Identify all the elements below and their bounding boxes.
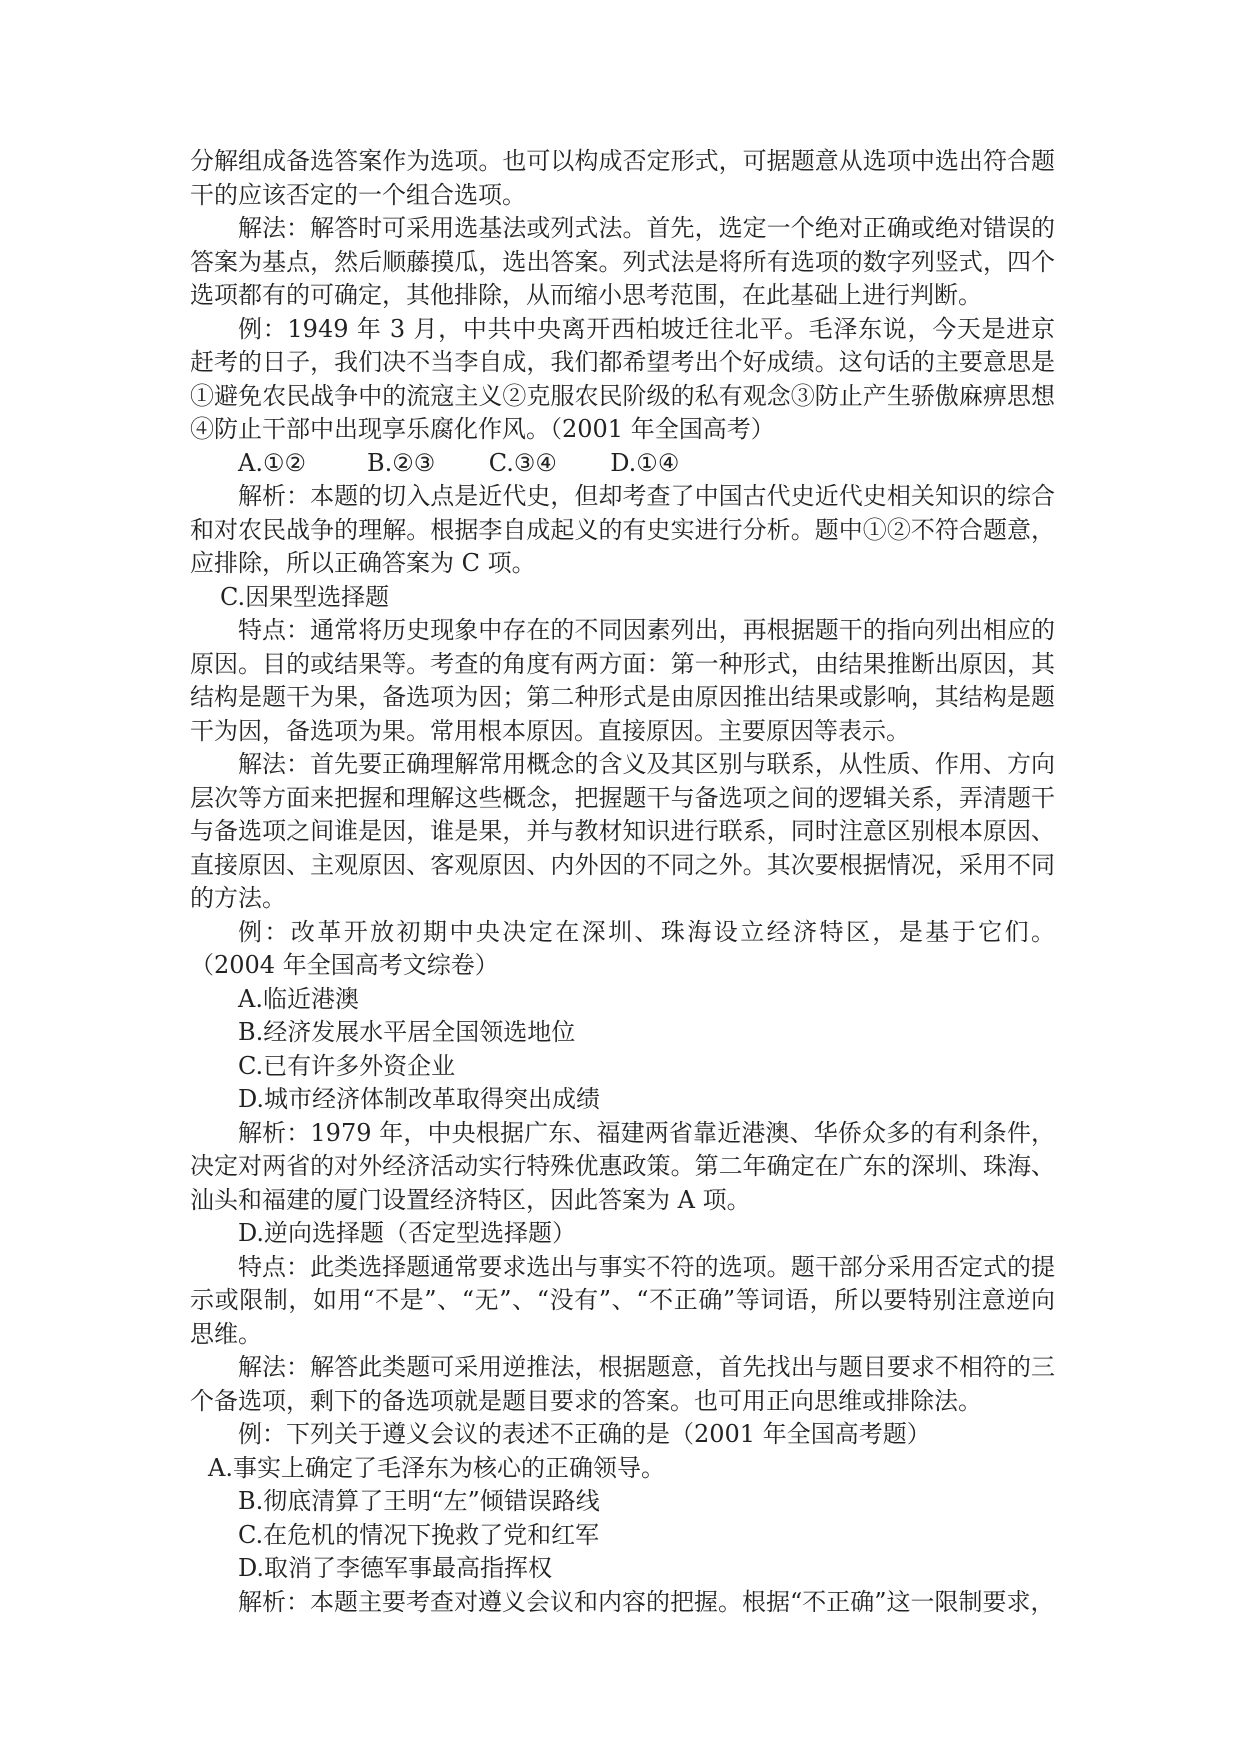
paragraph-continuation: 分解组成备选答案作为选项。也可以构成否定形式，可据题意从选项中选出符合题干的应该否定的一个组合选项。 bbox=[190, 147, 1055, 209]
paragraph-example-1: 例：1949 年 3 月，中共中央离开西柏坡迁往北平。毛泽东说，今天是进京赶考的日子，我们决不当李自成，我们都希望考出个好成绩。这句话的主要意思是①避免农民战争中的流寇主义②克服农民阶级的私有观念③防止产生骄傲麻痹思想④防止干部中出现享乐腐化作风。（2001 年全国高考） bbox=[190, 314, 1055, 443]
example-3-option-d: D.取消了李德军事最高指挥权 bbox=[238, 1554, 553, 1582]
paragraph-feature-causal: 特点：通常将历史现象中存在的不同因素列出，再根据题干的指向列出相应的原因。目的或结果等。考查的角度有两方面：第一种形式，由结果推断出原因，其结构是题干为果，备选项为因；第二种形式是由原因推出结果或影响，其结构是题干为因，备选项为果。常用根本原因。直接原因。主要原因等表示。 bbox=[190, 616, 1055, 745]
paragraph-method-reverse: 解法：解答此类题可采用逆推法，根据题意，首先找出与题目要求不相符的三个备选项，剩下的备选项就是题目要求的答案。也可用正向思维或排除法。 bbox=[190, 1353, 1055, 1415]
paragraph-analysis-1: 解析：本题的切入点是近代史，但却考查了中国古代史近代史相关知识的综合和对农民战争的理解。根据李自成起义的有史实进行分析。题中①②不符合题意，应排除，所以正确答案为 C 项。 bbox=[190, 482, 1055, 577]
example-3-option-a: A.事实上确定了毛泽东为核心的正确领导。 bbox=[208, 1453, 665, 1482]
paragraph-feature-reverse: 特点：此类选择题通常要求选出与事实不符的选项。题干部分采用否定式的提示或限制，如用“不是”、“无”、“没有”、“不正确”等词语，所以要特别注意逆向思维。 bbox=[190, 1252, 1055, 1348]
paragraph-method: 解法：解答时可采用选基法或列式法。首先，选定一个绝对正确或绝对错误的答案为基点，然后顺藤摸瓜，选出答案。列式法是将所有选项的数字列竖式，四个选项都有的可确定，其他排除，从而缩小思考范围，在此基础上进行判断。 bbox=[190, 214, 1055, 309]
example-1-options: A.①② B.②③ C.③④ D.①④ bbox=[238, 448, 680, 477]
section-heading-causal: C.因果型选择题 bbox=[220, 582, 390, 611]
example-3-option-c: C.在危机的情况下挽救了党和红军 bbox=[238, 1520, 600, 1549]
paragraph-example-2: 例：改革开放初期中央决定在深圳、珠海设立经济特区，是基于它们。（2004 年全国高考文综卷） bbox=[190, 917, 1055, 979]
example-2-option-b: B.经济发展水平居全国领选地位 bbox=[238, 1018, 576, 1046]
paragraph-example-3: 例：下列关于遵义会议的表述不正确的是（2001 年全国高考题） bbox=[238, 1420, 931, 1448]
paragraph-analysis-2: 解析：1979 年，中央根据广东、福建两省靠近港澳、华侨众多的有利条件，决定对两省的对外经济活动实行特殊优惠政策。第二年确定在广东的深圳、珠海、汕头和福建的厦门设置经济特区，因此答案为 A 项。 bbox=[190, 1118, 1055, 1214]
section-heading-reverse: D.逆向选择题（否定型选择题） bbox=[238, 1219, 577, 1247]
example-3-option-b: B.彻底清算了王明“左”倾错误路线 bbox=[238, 1487, 600, 1515]
example-2-option-d: D.城市经济体制改革取得突出成绩 bbox=[238, 1085, 601, 1113]
paragraph-analysis-3: 解析：本题主要考查对遵义会议和内容的把握。根据“不正确”这一限制要求， bbox=[238, 1587, 1055, 1616]
page-body bbox=[190, 145, 1055, 1619]
example-2-option-a: A.临近港澳 bbox=[238, 984, 359, 1013]
paragraph-method-causal: 解法：首先要正确理解常用概念的含义及其区别与联系，从性质、作用、方向层次等方面来把握和理解这些概念，把握题干与备选项之间的逻辑关系，弄清题干与备选项之间谁是因，谁是果，并与教材知识进行联系，同时注意区别根本原因、直接原因、主观原因、客观原因、内外因的不同之外。其次要根据情况，采用不同的方法。 bbox=[190, 750, 1055, 912]
example-2-option-c: C.已有许多外资企业 bbox=[238, 1051, 456, 1080]
